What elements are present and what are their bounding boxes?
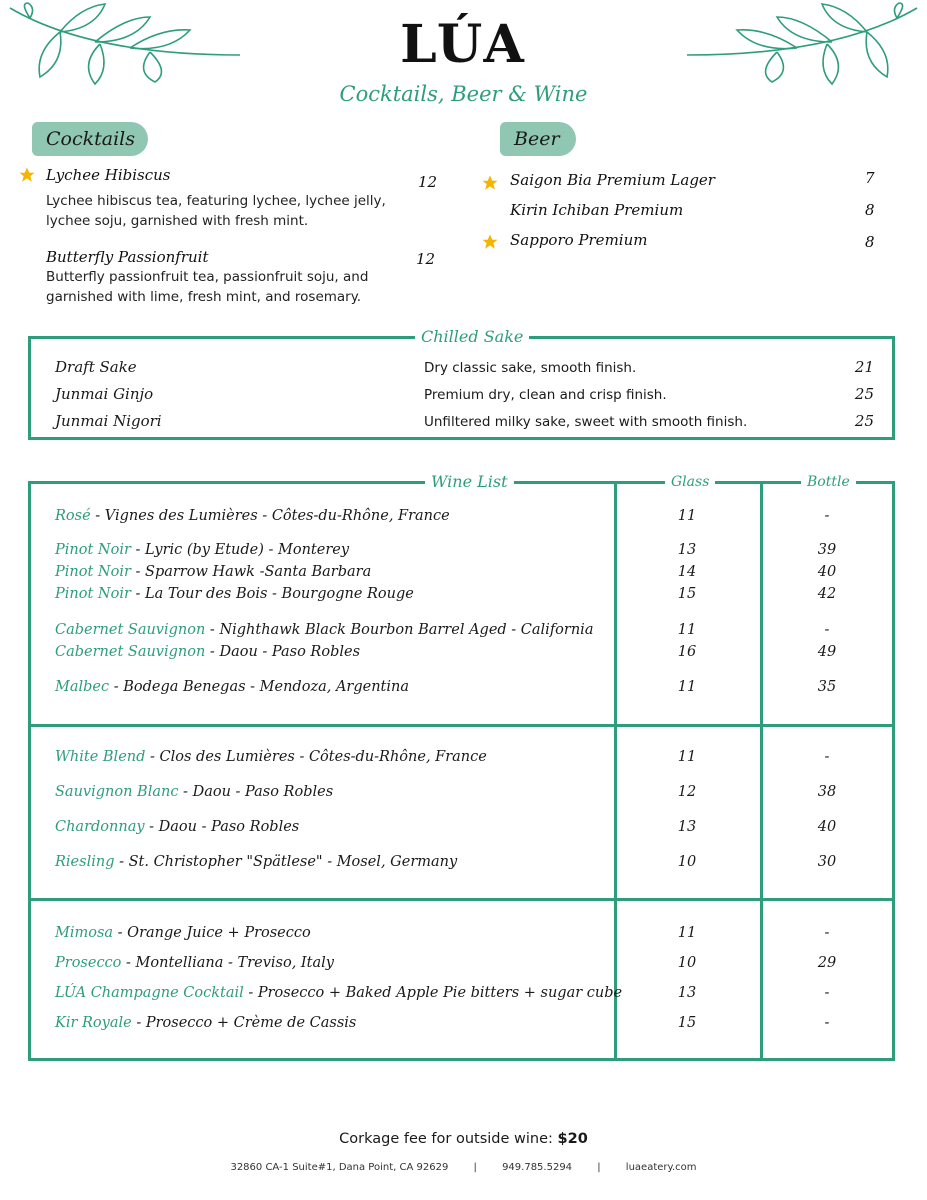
- wine-variety: Prosecco: [55, 955, 122, 971]
- wine-row: [31, 679, 892, 701]
- glass-price: 11: [677, 925, 697, 941]
- glass-price: 15: [677, 586, 697, 602]
- wine-variety: Pinot Noir: [55, 564, 131, 580]
- sake-desc: Dry classic sake, smooth finish.: [424, 360, 637, 376]
- glass-column-header: Glass: [665, 474, 715, 490]
- cocktail-desc-line: Lychee hibiscus tea, featuring lychee, lychee jelly,: [46, 193, 386, 209]
- wine-row: [31, 564, 892, 586]
- beer-heading: Beer: [500, 122, 576, 156]
- glass-price: 11: [677, 622, 697, 638]
- beer-name: Sapporo Premium: [510, 231, 648, 249]
- wine-row: [31, 749, 892, 771]
- page-subtitle: Cocktails, Beer & Wine: [339, 82, 588, 106]
- wine-row: [31, 508, 892, 530]
- wine-row: [31, 854, 892, 876]
- section-divider: [31, 724, 892, 727]
- wine-row: [31, 985, 892, 1007]
- wine-detail: - Prosecco + Baked Apple Pie bitters + sugar cube: [243, 985, 623, 1001]
- wine-name: [55, 985, 622, 1001]
- wine-detail: - Orange Juice + Prosecco: [113, 925, 311, 941]
- bottle-price: -: [824, 749, 830, 765]
- sake-price: 25: [854, 412, 874, 430]
- wine-detail: - Clos des Lumières - Côtes-du-Rhône, France: [145, 749, 487, 765]
- bottle-price: 35: [817, 679, 837, 695]
- glass-price: 11: [677, 508, 697, 524]
- glass-price: 13: [677, 542, 697, 558]
- sake-name: Junmai Nigori: [55, 412, 162, 430]
- wine-name: [55, 925, 311, 941]
- wine-detail: - Daou - Paso Robles: [178, 784, 334, 800]
- wine-row: [31, 542, 892, 564]
- cocktail-name: Butterfly Passionfruit: [46, 248, 209, 266]
- wine-row: [31, 955, 892, 977]
- wine-variety: Cabernet Sauvignon: [55, 644, 206, 660]
- bottle-price: -: [824, 622, 830, 638]
- wine-heading: Wine List: [425, 472, 514, 491]
- corkage-price: $20: [557, 1131, 588, 1147]
- wine-detail: - La Tour des Bois - Bourgogne Rouge: [130, 586, 414, 602]
- bottle-price: 30: [817, 854, 837, 870]
- wine-variety: Riesling: [55, 854, 115, 870]
- wine-detail: - Bodega Benegas - Mendoza, Argentina: [109, 679, 410, 695]
- glass-price: 11: [677, 679, 697, 695]
- wine-detail: - Nighthawk Black Bourbon Barrel Aged - California: [205, 622, 594, 638]
- wine-detail: - Montelliana - Treviso, Italy: [121, 955, 334, 971]
- bottle-price: -: [824, 1015, 830, 1031]
- star-icon: [481, 233, 499, 251]
- wine-row: [31, 784, 892, 806]
- wine-name: [55, 784, 333, 800]
- separator: |: [473, 1162, 477, 1173]
- glass-price: 11: [677, 749, 697, 765]
- sake-heading: Chilled Sake: [415, 327, 529, 346]
- wine-variety: LÚA Champagne Cocktail: [55, 985, 244, 1001]
- corkage-text: Corkage fee for outside wine:: [339, 1131, 558, 1147]
- sake-desc: Premium dry, clean and crisp finish.: [424, 387, 667, 403]
- wine-variety: Rosé: [55, 508, 91, 524]
- wine-name: [55, 749, 487, 765]
- wine-detail: - Lyric (by Etude) - Monterey: [130, 542, 350, 558]
- wine-variety: Pinot Noir: [55, 586, 131, 602]
- section-divider: [31, 898, 892, 901]
- bottle-price: 29: [817, 955, 837, 971]
- brand-logo: LÚA: [400, 14, 527, 75]
- wine-name: [55, 586, 414, 602]
- cocktail-name: Lychee Hibiscus: [46, 166, 171, 184]
- wine-name: [55, 622, 593, 638]
- sake-row: [31, 385, 892, 409]
- wine-name: [55, 819, 299, 835]
- phone-link[interactable]: 949.785.5294: [502, 1162, 573, 1173]
- glass-price: 16: [677, 644, 697, 660]
- wine-section: [28, 472, 895, 1061]
- wine-variety: Mimosa: [55, 925, 114, 941]
- bottle-price: 40: [817, 564, 837, 580]
- bottle-price: 38: [817, 784, 837, 800]
- wine-row: [31, 925, 892, 947]
- contact-footer: [0, 1162, 927, 1173]
- wine-name: [55, 1015, 356, 1031]
- glass-price: 14: [677, 564, 697, 580]
- cocktail-price: 12: [418, 173, 438, 191]
- bottle-price: 39: [817, 542, 837, 558]
- wine-name: [55, 679, 409, 695]
- sake-name: Junmai Ginjo: [55, 385, 154, 403]
- sake-desc: Unfiltered milky sake, sweet with smooth finish.: [424, 414, 748, 430]
- sake-name: Draft Sake: [55, 358, 137, 376]
- glass-price: 13: [677, 985, 697, 1001]
- beer-name: Saigon Bia Premium Lager: [510, 171, 715, 189]
- wine-detail: - St. Christopher "Spätlese" - Mosel, Germany: [114, 854, 458, 870]
- glass-price: 15: [677, 1015, 697, 1031]
- website-link[interactable]: luaeatery.com: [625, 1162, 697, 1173]
- wine-name: [55, 644, 360, 660]
- wine-row: [31, 819, 892, 841]
- glass-price: 12: [677, 784, 697, 800]
- cocktails-heading: Cocktails: [32, 122, 148, 156]
- glass-price: 10: [677, 854, 697, 870]
- wine-row: [31, 644, 892, 666]
- address: 32860 CA-1 Suite#1, Dana Point, CA 92629: [230, 1162, 449, 1173]
- cocktail-desc-line: lychee soju, garnished with fresh mint.: [46, 213, 309, 229]
- cocktail-desc-line: Butterfly passionfruit tea, passionfruit soju, and: [46, 269, 369, 285]
- cocktail-price: 12: [416, 250, 436, 268]
- wine-variety: Kir Royale: [55, 1015, 132, 1031]
- wine-name: [55, 542, 349, 558]
- wine-name: [55, 564, 371, 580]
- bottle-price: 42: [817, 586, 837, 602]
- wine-variety: Malbec: [55, 679, 110, 695]
- wine-name: [55, 508, 450, 524]
- bottle-price: 49: [817, 644, 837, 660]
- wine-detail: - Sparrow Hawk -Santa Barbara: [130, 564, 372, 580]
- bottle-price: -: [824, 508, 830, 524]
- wine-variety: White Blend: [55, 749, 146, 765]
- wine-name: [55, 955, 334, 971]
- separator: |: [597, 1162, 601, 1173]
- sake-row: [31, 358, 892, 382]
- bottle-column-header: Bottle: [801, 474, 856, 490]
- sake-price: 25: [854, 385, 874, 403]
- star-icon: [481, 174, 499, 192]
- wine-variety: Chardonnay: [55, 819, 145, 835]
- sake-section: [28, 327, 895, 440]
- wine-detail: - Prosecco + Crème de Cassis: [131, 1015, 357, 1031]
- sake-price: 21: [854, 358, 874, 376]
- wine-detail: - Daou - Paso Robles: [205, 644, 361, 660]
- bottle-price: -: [824, 985, 830, 1001]
- wine-name: [55, 854, 457, 870]
- bottle-price: -: [824, 925, 830, 941]
- beer-price: 8: [865, 233, 875, 251]
- wine-variety: Sauvignon Blanc: [55, 784, 179, 800]
- beer-name: Kirin Ichiban Premium: [510, 201, 684, 219]
- wine-row: [31, 586, 892, 608]
- wine-row: [31, 622, 892, 644]
- sake-row: [31, 412, 892, 436]
- wine-row: [31, 1015, 892, 1037]
- corkage-note: [0, 1131, 927, 1147]
- glass-price: 10: [677, 955, 697, 971]
- wine-variety: Pinot Noir: [55, 542, 131, 558]
- glass-price: 13: [677, 819, 697, 835]
- cocktail-desc-line: garnished with lime, fresh mint, and rosemary.: [46, 289, 362, 305]
- wine-variety: Cabernet Sauvignon: [55, 622, 206, 638]
- wine-detail: - Vignes des Lumières - Côtes-du-Rhône, France: [90, 508, 450, 524]
- beer-price: 8: [865, 201, 875, 219]
- bottle-price: 40: [817, 819, 837, 835]
- beer-price: 7: [865, 169, 875, 187]
- star-icon: [18, 166, 36, 184]
- wine-detail: - Daou - Paso Robles: [144, 819, 300, 835]
